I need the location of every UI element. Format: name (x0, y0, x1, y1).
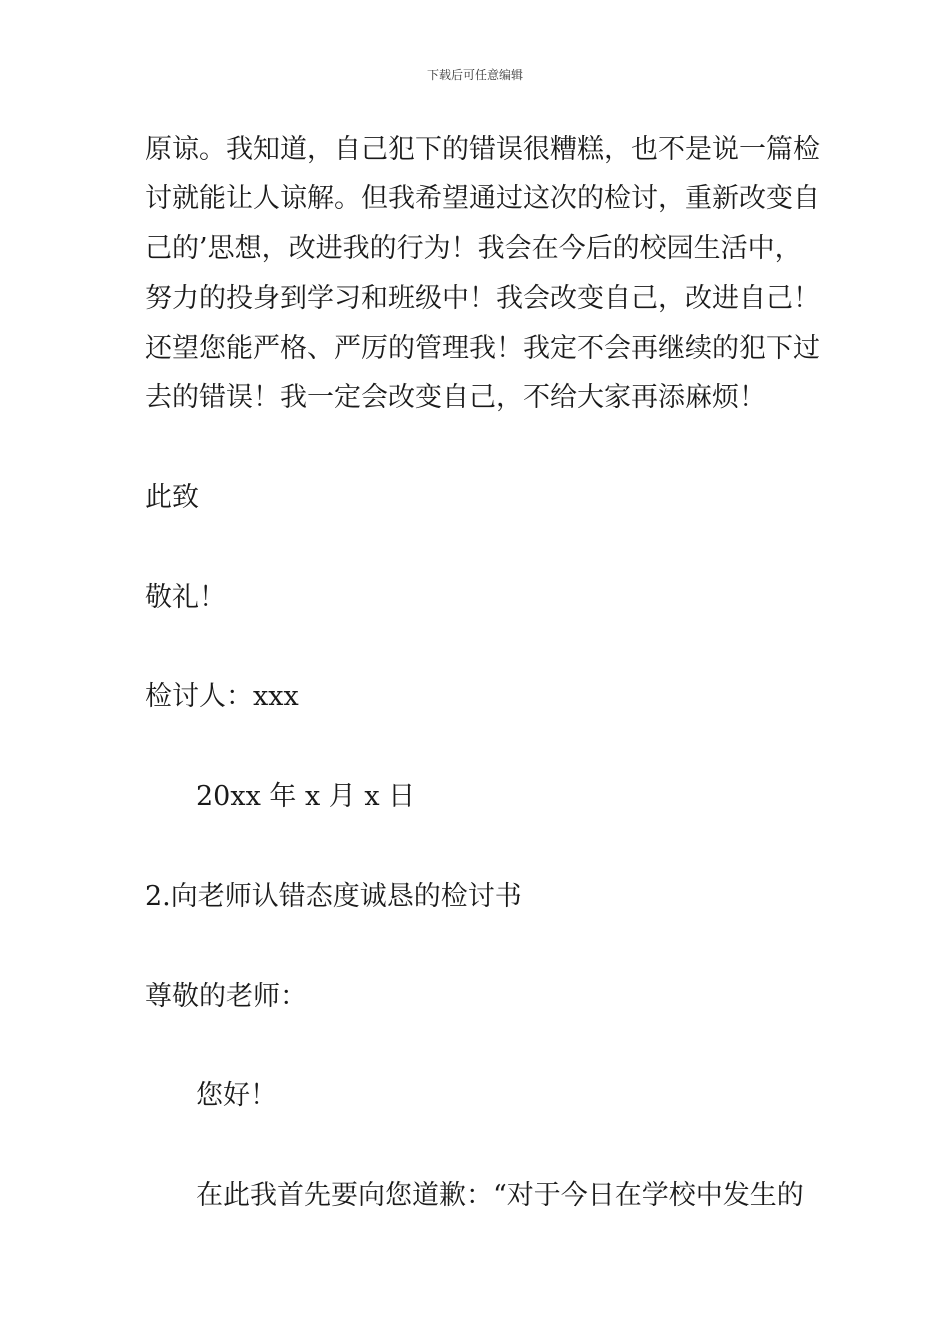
greeting: 您好！ (196, 1080, 277, 1111)
closing-jingli: 敬礼！ (145, 582, 226, 613)
body-line: 己的’思想，改进我的行为！我会在今后的校园生活中， (145, 233, 802, 264)
signer-line: 检讨人：xxx (145, 681, 299, 712)
body-line: 原谅。我知道，自己犯下的错误很糟糕，也不是说一篇检 (145, 134, 820, 165)
salutation: 尊敬的老师： (145, 981, 307, 1012)
closing-cizhi: 此致 (145, 482, 199, 513)
body-line: 还望您能严格、严厉的管理我！我定不会再继续的犯下过 (145, 333, 820, 364)
page-header: 下载后可任意编辑 (426, 68, 523, 82)
body-line: 讨就能让人谅解。但我希望通过这次的检讨，重新改变自 (145, 183, 820, 214)
body-line: 去的错误！我一定会改变自己，不给大家再添麻烦！ (145, 382, 766, 413)
body-line: 努力的投身到学习和班级中！我会改变自己，改进自己！ (145, 283, 820, 314)
opening-line: 在此我首先要向您道歉：“对于今日在学校中发生的 (196, 1180, 804, 1211)
date-line: 20xx 年 x 月 x 日 (196, 781, 416, 812)
section-title: 2.向老师认错态度诚恳的检讨书 (145, 881, 522, 912)
